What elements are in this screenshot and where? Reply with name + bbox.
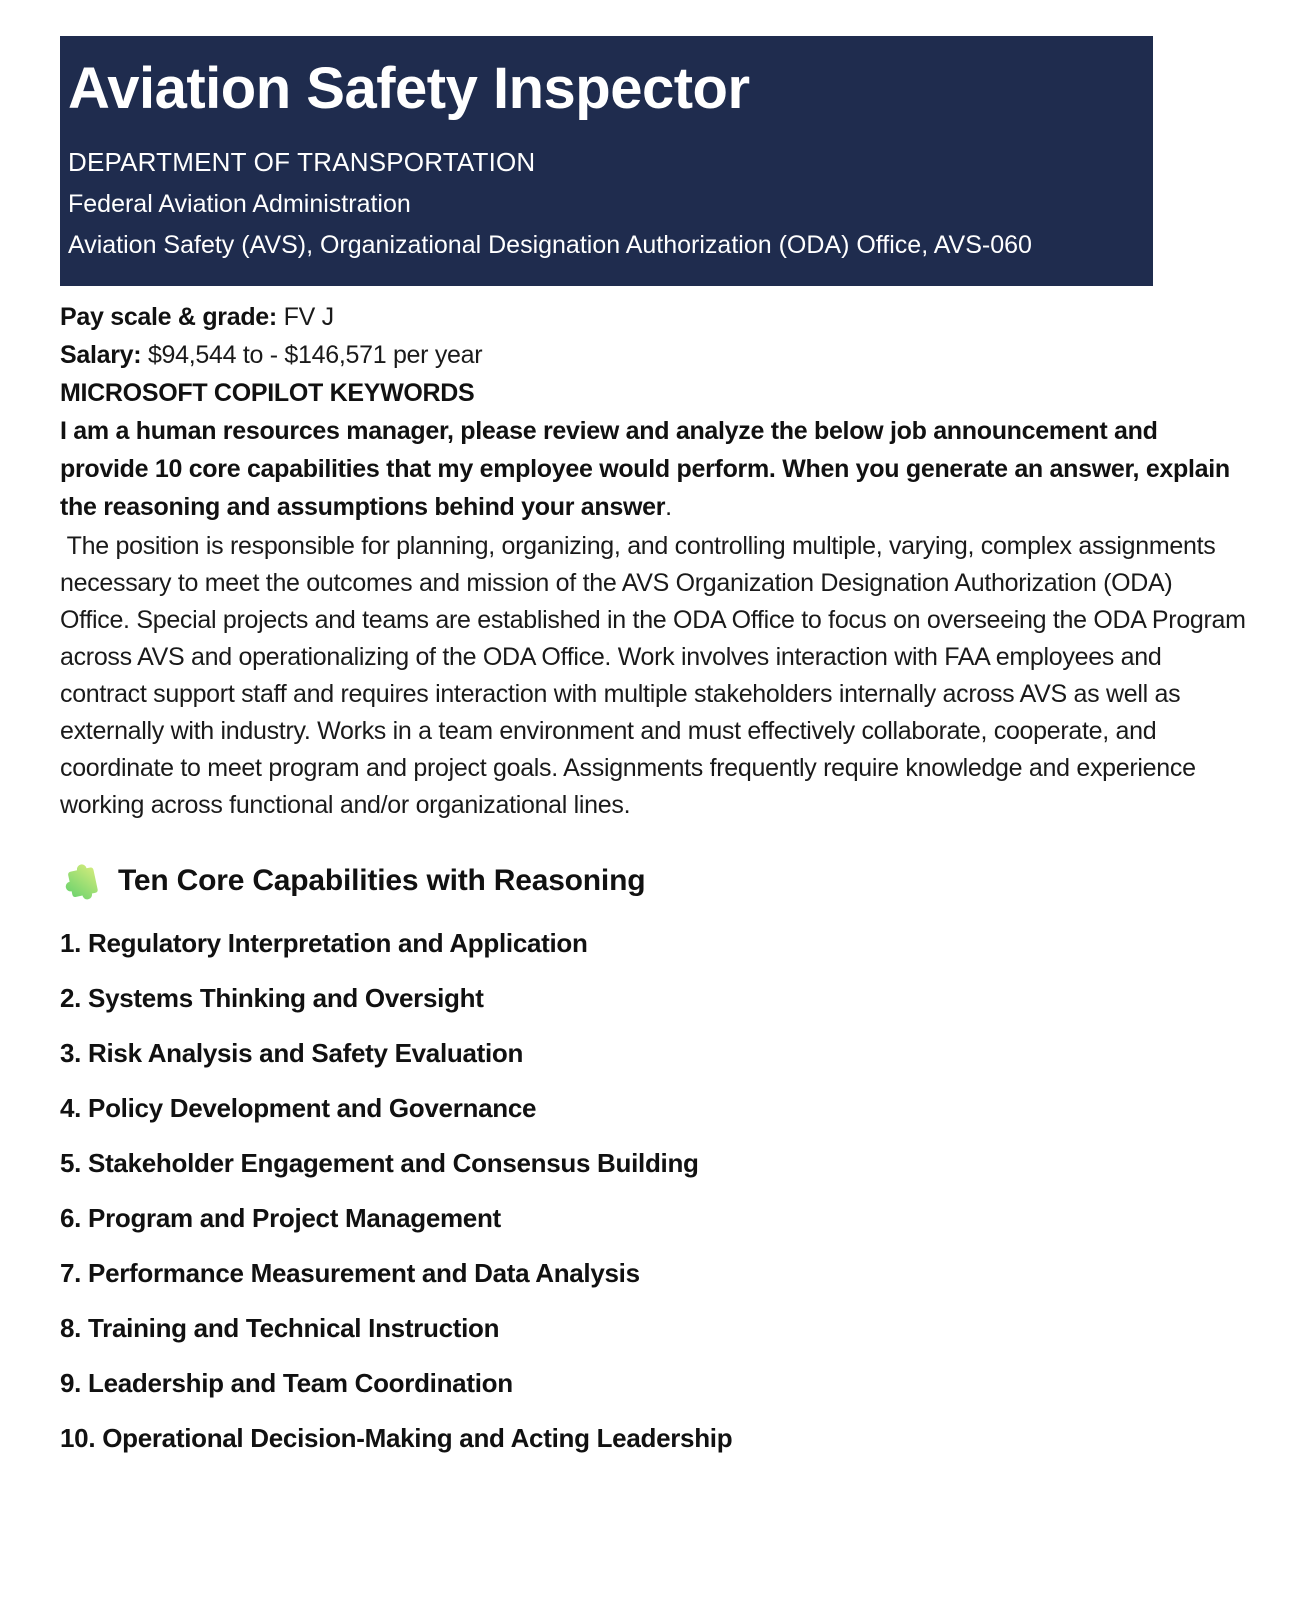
- item-number: 8.: [60, 1312, 82, 1343]
- list-item: [60, 1148, 1247, 1178]
- item-number: 2.: [60, 982, 82, 1013]
- office-line: Aviation Safety (AVS), Organizational Designation Authorization (ODA) Office, AVS-060: [68, 230, 1032, 259]
- list-item: [60, 1313, 1247, 1343]
- item-label: Training and Technical Instruction: [88, 1312, 500, 1343]
- puzzle-piece-icon: [56, 856, 106, 906]
- item-label: Performance Measurement and Data Analysis: [88, 1257, 640, 1288]
- item-label: Systems Thinking and Oversight: [88, 982, 484, 1013]
- list-item: [60, 1203, 1247, 1233]
- item-number: 10.: [60, 1422, 96, 1453]
- capabilities-heading: [60, 860, 1247, 902]
- item-label: Leadership and Team Coordination: [88, 1367, 513, 1398]
- item-label: Regulatory Interpretation and Application: [88, 927, 588, 958]
- job-details: [60, 298, 1253, 824]
- pay-scale-line: [60, 298, 1247, 336]
- salary-label: Salary:: [60, 340, 142, 369]
- pay-scale-value: FV J: [283, 302, 334, 331]
- pay-scale-label: Pay scale & grade:: [60, 302, 277, 331]
- position-description: The position is responsible for planning, organizing, and controlling multiple, varying, complex assignments necessary to meet the outcomes and mission of the AVS Organization Designation Authorization (ODA) Office. Special projects and teams are established in the ODA Office to focus on overseeing the ODA Program across AVS and operationalizing of the ODA Office. Work involves interaction with FAA employees and contract support staff and requires interaction with multiple stakeholders internally across AVS as well as externally with industry. Works in a team environment and must effectively collaborate, cooperate, and coordinate to meet program and project goals. Assignments frequently require knowledge and experience working across functional and/or organizational lines.: [60, 531, 1253, 819]
- item-label: Program and Project Management: [88, 1202, 501, 1233]
- item-label: Policy Development and Governance: [88, 1092, 537, 1123]
- item-number: 4.: [60, 1092, 82, 1123]
- item-label: Risk Analysis and Safety Evaluation: [88, 1037, 524, 1068]
- department-line: DEPARTMENT OF TRANSPORTATION: [68, 146, 536, 177]
- list-item: [60, 983, 1247, 1013]
- item-label: Operational Decision-Making and Acting Leadership: [102, 1422, 733, 1453]
- salary-value: $94,544 to - $146,571 per year: [147, 340, 483, 369]
- keywords-heading: MICROSOFT COPILOT KEYWORDS: [60, 378, 475, 407]
- job-header: [60, 36, 1153, 286]
- item-label: Stakeholder Engagement and Consensus Building: [88, 1147, 699, 1178]
- item-number: 5.: [60, 1147, 82, 1178]
- prompt-text: I am a human resources manager, please review and analyze the below job announcement and provide 10 core capabilities that my employee would perform. When you generate an answer, explain the reasoning and assumptions behind your answer: [60, 416, 1230, 521]
- list-item: [60, 1423, 1247, 1453]
- item-number: 3.: [60, 1037, 82, 1068]
- list-item: [60, 928, 1247, 958]
- item-number: 6.: [60, 1202, 82, 1233]
- capabilities-list: [60, 928, 1247, 1598]
- capabilities-heading-text: Ten Core Capabilities with Reasoning: [118, 863, 646, 897]
- salary-line: [60, 336, 1247, 374]
- list-item: [60, 1038, 1247, 1068]
- list-item: [60, 1368, 1247, 1398]
- item-number: 1.: [60, 927, 82, 958]
- list-item: [60, 1258, 1247, 1288]
- list-item: [60, 1093, 1247, 1123]
- item-number: 7.: [60, 1257, 82, 1288]
- capabilities-section: [60, 860, 1247, 1598]
- copilot-prompt: [60, 412, 1247, 526]
- prompt-period: .: [665, 492, 672, 521]
- job-title: Aviation Safety Inspector: [68, 56, 750, 121]
- agency-line: Federal Aviation Administration: [68, 189, 411, 218]
- document-page: [0, 36, 1305, 1598]
- item-number: 9.: [60, 1367, 82, 1398]
